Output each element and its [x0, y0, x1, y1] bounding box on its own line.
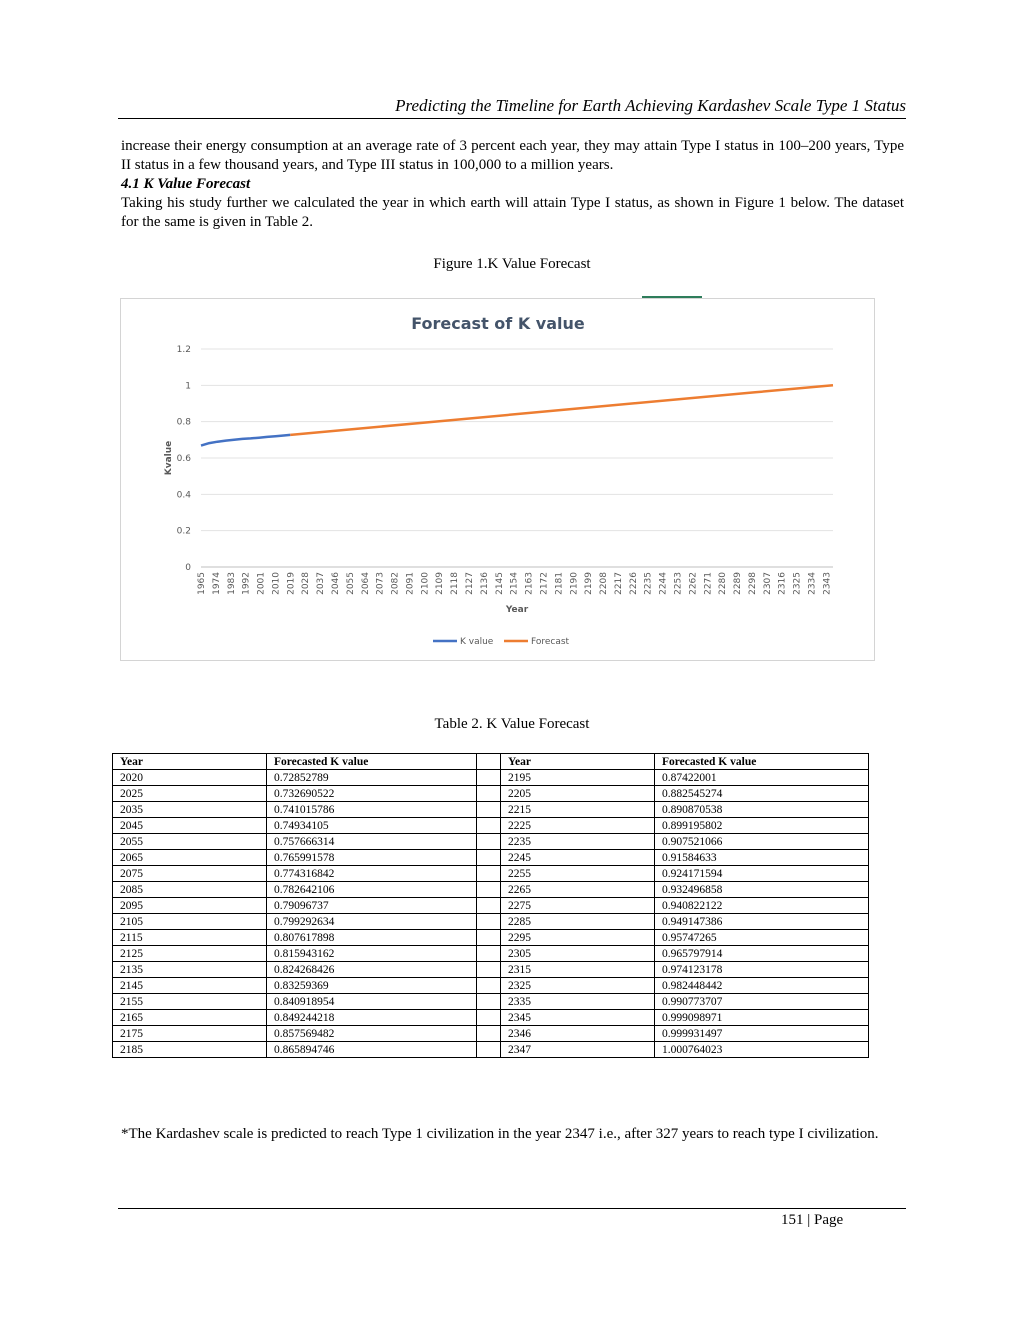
x-tick-label: 2145	[494, 572, 505, 595]
cell-k-left: 0.782642106	[267, 882, 477, 898]
cell-k-left: 0.72852789	[267, 770, 477, 786]
y-tick-label: 1	[185, 381, 191, 392]
column-gap	[477, 994, 501, 1010]
cell-k-right: 0.949147386	[655, 914, 869, 930]
column-gap	[477, 786, 501, 802]
cell-k-right: 0.982448442	[655, 978, 869, 994]
cell-year-left: 2025	[113, 786, 267, 802]
column-gap	[477, 1042, 501, 1058]
x-tick-label: 2334	[807, 572, 818, 595]
table-row	[113, 898, 869, 914]
y-tick-label: 0.2	[176, 526, 191, 537]
x-tick-label: 2028	[301, 572, 312, 595]
cell-year-right: 2275	[501, 898, 655, 914]
forecast-series-line	[290, 385, 833, 435]
cell-year-right: 2305	[501, 946, 655, 962]
table-row	[113, 834, 869, 850]
x-tick-label: 2073	[375, 572, 386, 595]
body-paragraph: Taking his study further we calculated the year in which earth will attain Type I status, as shown in Figure 1 below. The dataset for the same is given in Table 2.	[121, 195, 904, 230]
x-tick-label: 2055	[345, 572, 356, 595]
cell-year-left: 2105	[113, 914, 267, 930]
cell-year-right: 2225	[501, 818, 655, 834]
table-row	[113, 978, 869, 994]
column-gap	[477, 962, 501, 978]
table-row	[113, 994, 869, 1010]
x-tick-label: 2217	[613, 572, 624, 595]
cell-year-left: 2125	[113, 946, 267, 962]
x-tick-label: 2226	[628, 572, 639, 595]
x-tick-label: 2289	[733, 572, 744, 595]
x-tick-label: 2019	[286, 572, 297, 595]
cell-k-right: 0.95747265	[655, 930, 869, 946]
column-gap	[477, 866, 501, 882]
cell-year-right: 2315	[501, 962, 655, 978]
table-row	[113, 1010, 869, 1026]
page-number: 151 | Page	[781, 1212, 844, 1228]
cell-year-right: 2346	[501, 1026, 655, 1042]
header-k-left: Forecasted K value	[267, 754, 477, 770]
cell-year-left: 2115	[113, 930, 267, 946]
column-gap	[477, 978, 501, 994]
cell-k-right: 0.940822122	[655, 898, 869, 914]
conclusion-paragraph: *The Kardashev scale is predicted to reach Type 1 civilization in the year 2347 i.e., after 327 years to reach type I civilization.	[121, 1126, 879, 1142]
x-tick-label: 2082	[390, 572, 401, 595]
cell-year-right: 2285	[501, 914, 655, 930]
cell-k-right: 0.899195802	[655, 818, 869, 834]
column-gap	[477, 850, 501, 866]
cell-year-right: 2295	[501, 930, 655, 946]
x-tick-label: 2190	[569, 572, 580, 595]
table-row	[113, 962, 869, 978]
cell-year-left: 2065	[113, 850, 267, 866]
column-gap	[477, 770, 501, 786]
x-tick-label: 1974	[211, 572, 222, 595]
cell-k-left: 0.741015786	[267, 802, 477, 818]
cell-year-right: 2245	[501, 850, 655, 866]
y-axis-label: Kvalue	[164, 440, 174, 476]
cell-k-right: 0.924171594	[655, 866, 869, 882]
table-row	[113, 882, 869, 898]
y-tick-label: 0.6	[176, 454, 191, 464]
x-tick-label: 2064	[360, 572, 371, 595]
column-gap	[477, 946, 501, 962]
footer-rule	[118, 1208, 906, 1209]
cell-k-right: 0.999098971	[655, 1010, 869, 1026]
x-tick-label: 2046	[331, 572, 342, 595]
cell-year-right: 2205	[501, 786, 655, 802]
cell-k-right: 0.890870538	[655, 802, 869, 818]
x-tick-label: 2271	[703, 572, 714, 595]
x-tick-label: 1983	[226, 572, 237, 595]
x-tick-label: 2253	[673, 572, 684, 595]
section-heading: 4.1 K Value Forecast	[121, 176, 251, 192]
cell-k-right: 0.87422001	[655, 770, 869, 786]
cell-k-right: 1.000764023	[655, 1042, 869, 1058]
table-row	[113, 770, 869, 786]
cell-k-left: 0.815943162	[267, 946, 477, 962]
x-tick-label: 2181	[554, 572, 565, 595]
cell-k-left: 0.865894746	[267, 1042, 477, 1058]
cell-k-left: 0.840918954	[267, 994, 477, 1010]
table-row	[113, 802, 869, 818]
cell-k-right: 0.965797914	[655, 946, 869, 962]
cell-k-right: 0.999931497	[655, 1026, 869, 1042]
y-tick-label: 0.8	[176, 417, 191, 428]
cell-k-left: 0.824268426	[267, 962, 477, 978]
header-rule	[118, 118, 906, 119]
cell-year-left: 2020	[113, 770, 267, 786]
column-gap	[477, 818, 501, 834]
column-gap	[477, 914, 501, 930]
y-tick-label: 1.2	[176, 345, 191, 355]
x-tick-label: 1965	[197, 572, 207, 595]
column-gap	[477, 930, 501, 946]
column-gap	[477, 802, 501, 818]
x-tick-label: 2298	[747, 572, 758, 595]
x-tick-label: 2136	[479, 572, 490, 595]
x-tick-label: 2109	[435, 572, 446, 595]
column-gap	[477, 898, 501, 914]
x-tick-label: 2262	[688, 572, 699, 595]
y-tick-label: 0	[185, 563, 191, 573]
cell-k-left: 0.74934105	[267, 818, 477, 834]
table-row	[113, 818, 869, 834]
cell-year-right: 2215	[501, 802, 655, 818]
x-axis-label: Year	[505, 605, 529, 615]
cell-k-right: 0.932496858	[655, 882, 869, 898]
x-tick-label: 2091	[405, 572, 416, 595]
intro-paragraph: increase their energy consumption at an average rate of 3 percent each year, they may attain Type I status in 100–200 years, Type II status in a few thousand years, and Type III status in 100,000 to a million years.	[121, 138, 904, 173]
cell-year-left: 2155	[113, 994, 267, 1010]
x-tick-label: 2037	[316, 572, 327, 595]
k-value-series-line	[201, 435, 290, 446]
cell-k-right: 0.974123178	[655, 962, 869, 978]
header-year-right: Year	[501, 754, 655, 770]
x-tick-label: 2118	[450, 572, 461, 595]
x-tick-label: 2235	[643, 572, 654, 595]
column-gap	[477, 834, 501, 850]
x-tick-label: 2244	[658, 572, 669, 595]
x-tick-label: 2163	[524, 572, 535, 595]
x-tick-label: 1992	[241, 572, 252, 595]
x-tick-label: 2280	[718, 572, 729, 595]
chart-title: Forecast of K value	[411, 314, 585, 333]
cell-year-left: 2095	[113, 898, 267, 914]
cell-k-left: 0.757666314	[267, 834, 477, 850]
x-tick-label: 2010	[271, 572, 282, 595]
cell-year-left: 2145	[113, 978, 267, 994]
chart-frame	[120, 298, 875, 661]
running-header: Predicting the Timeline for Earth Achieving Kardashev Scale Type 1 Status	[395, 96, 906, 115]
x-tick-label: 2325	[792, 572, 803, 595]
k-value-table	[112, 753, 869, 1058]
cell-k-left: 0.774316842	[267, 866, 477, 882]
figure-caption: Figure 1.K Value Forecast	[433, 256, 591, 272]
x-tick-label: 2307	[762, 572, 773, 595]
column-gap	[477, 882, 501, 898]
table-row	[113, 930, 869, 946]
cell-year-left: 2055	[113, 834, 267, 850]
table-row	[113, 1026, 869, 1042]
x-tick-label: 2208	[599, 572, 610, 595]
cell-k-left: 0.799292634	[267, 914, 477, 930]
cell-year-right: 2265	[501, 882, 655, 898]
y-tick-label: 0.4	[176, 490, 191, 501]
cell-year-right: 2335	[501, 994, 655, 1010]
cell-k-left: 0.765991578	[267, 850, 477, 866]
table-row	[113, 1042, 869, 1058]
cell-k-right: 0.990773707	[655, 994, 869, 1010]
x-tick-label: 2127	[465, 572, 476, 595]
cell-year-left: 2085	[113, 882, 267, 898]
cell-k-left: 0.732690522	[267, 786, 477, 802]
legend-label: K value	[460, 637, 494, 647]
cell-year-right: 2235	[501, 834, 655, 850]
x-tick-label: 2001	[256, 572, 267, 595]
cell-k-left: 0.849244218	[267, 1010, 477, 1026]
cell-year-right: 2347	[501, 1042, 655, 1058]
table-row	[113, 786, 869, 802]
x-tick-label: 2316	[777, 572, 788, 595]
cell-k-right: 0.882545274	[655, 786, 869, 802]
cell-year-left: 2075	[113, 866, 267, 882]
x-tick-label: 2343	[822, 572, 833, 595]
cell-k-left: 0.83259369	[267, 978, 477, 994]
cell-year-right: 2255	[501, 866, 655, 882]
x-tick-label: 2172	[539, 572, 550, 595]
cell-k-left: 0.807617898	[267, 930, 477, 946]
table-row	[113, 946, 869, 962]
cell-k-left: 0.79096737	[267, 898, 477, 914]
cell-year-right: 2325	[501, 978, 655, 994]
cell-k-right: 0.907521066	[655, 834, 869, 850]
cell-year-left: 2045	[113, 818, 267, 834]
header-k-right: Forecasted K value	[655, 754, 869, 770]
cell-year-right: 2195	[501, 770, 655, 786]
table-caption: Table 2. K Value Forecast	[434, 716, 590, 732]
cell-k-left: 0.857569482	[267, 1026, 477, 1042]
legend-label: Forecast	[531, 637, 570, 647]
table-row	[113, 850, 869, 866]
cell-year-left: 2185	[113, 1042, 267, 1058]
cell-year-left: 2165	[113, 1010, 267, 1026]
x-tick-label: 2199	[584, 572, 595, 595]
cell-year-left: 2035	[113, 802, 267, 818]
x-tick-label: 2100	[420, 572, 431, 595]
table-row	[113, 914, 869, 930]
x-tick-label: 2154	[509, 572, 520, 595]
cell-year-right: 2345	[501, 1010, 655, 1026]
column-gap	[477, 754, 501, 770]
header-year-left: Year	[113, 754, 267, 770]
column-gap	[477, 1026, 501, 1042]
cell-k-right: 0.91584633	[655, 850, 869, 866]
column-gap	[477, 1010, 501, 1026]
cell-year-left: 2135	[113, 962, 267, 978]
k-value-chart	[121, 299, 876, 662]
table-header-row	[113, 754, 869, 770]
table-row	[113, 866, 869, 882]
cell-year-left: 2175	[113, 1026, 267, 1042]
